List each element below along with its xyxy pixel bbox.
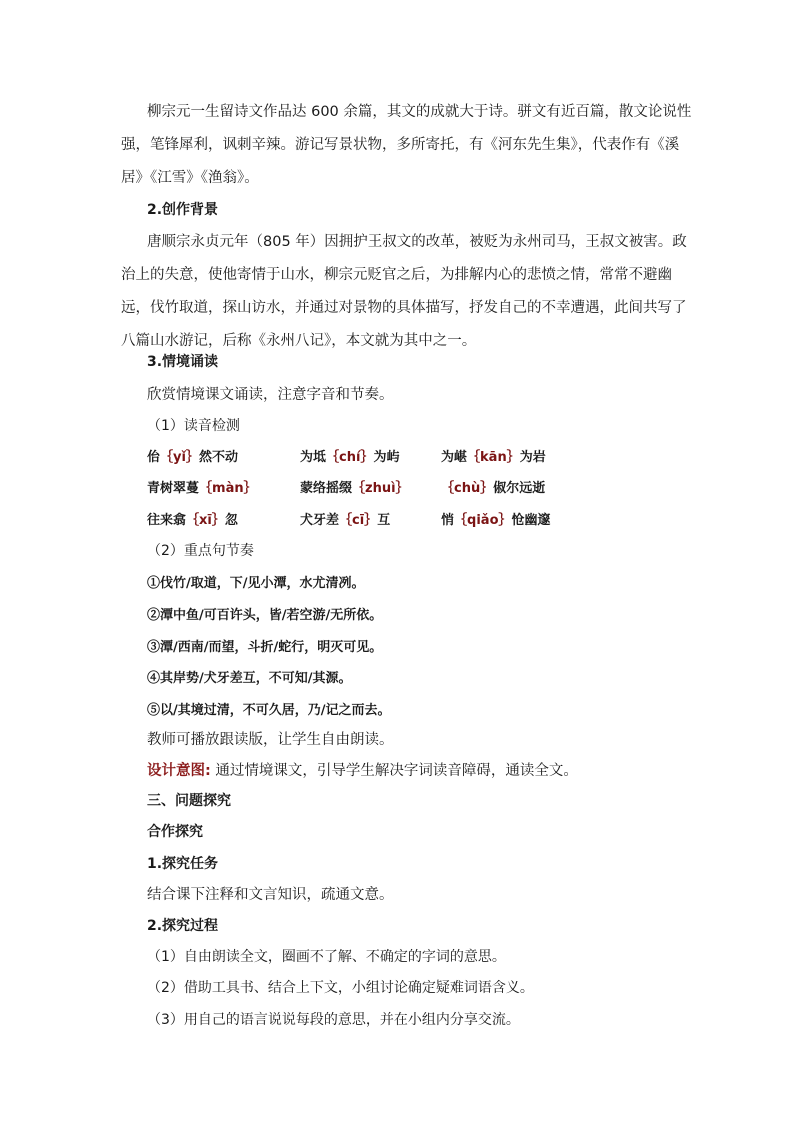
- process-step: （2）借助工具书、结合上下文，小组讨论确定疑难词语含义。: [147, 980, 534, 996]
- rhythm-sentence: ⑤以/其境过清，不可久居，乃/记之而去。: [147, 703, 391, 718]
- reading-item: 为嵁｛kān｝为岩: [441, 450, 546, 465]
- pronunciation-check-label: （1）读音检测: [147, 418, 240, 434]
- reading-item: 青树翠蔓｛màn｝: [147, 481, 257, 496]
- section-heading-background: 2.创作背景: [147, 202, 219, 218]
- reading-item: 佁｛yǐ｝然不动: [147, 450, 238, 465]
- reading-intro: 欣赏情境课文诵读，注意字音和节奏。: [147, 387, 394, 403]
- background-line-1: 唐顺宗永贞元年（805 年）因拥护王叔文的改革，被贬为永州司马，王叔文被害。政: [147, 234, 687, 250]
- rhythm-sentence: ④其岸势/犬牙差互，不可知/其源。: [147, 671, 352, 686]
- design-intent-label: 设计意图:: [147, 763, 211, 779]
- reading-item: 犬牙差｛cī｝互: [300, 513, 391, 528]
- rhythm-sentence: ②潭中鱼/可百许头，皆/若空游/无所依。: [147, 608, 383, 623]
- reading-item: ｛chù｝俶尔远逝: [441, 481, 546, 496]
- task-heading: 1.探究任务: [147, 856, 219, 872]
- reading-item: 为坻｛chí｝为屿: [300, 450, 400, 465]
- rhythm-sentence: ①伐竹/取道，下/见小潭，水尤清冽。: [147, 576, 365, 591]
- intro-line-2: 强，笔锋犀利，讽刺辛辣。游记写景状物，多所寄托，有《河东先生集》，代表作有《溪: [121, 137, 680, 153]
- reading-item: 往来翕｛xī｝忽: [147, 513, 238, 528]
- intro-line-3: 居》《江雪》《渔翁》。: [121, 170, 259, 186]
- background-line-2: 治上的失意，使他寄情于山水，柳宗元贬官之后，为排解内心的悲愤之情，常常不避幽: [121, 267, 672, 283]
- rhythm-sentence: ③潭/西南/而望，斗折/蛇行，明灭可见。: [147, 640, 383, 655]
- process-step: （3）用自己的语言说说每段的意思，并在小组内分享交流。: [147, 1012, 520, 1028]
- reading-item: 悄｛qiǎo｝怆幽邃: [441, 513, 551, 528]
- task-text: 结合课下注释和文言知识，疏通文意。: [147, 887, 394, 903]
- background-line-3: 远，伐竹取道，探山访水，并通过对景物的具体描写，抒发自己的不幸遭遇，此间共写了: [121, 300, 687, 316]
- process-step: （1）自由朗读全文，圈画不了解、不确定的字词的意思。: [147, 949, 506, 965]
- design-intent-text: 通过情境课文，引导学生解决字词读音障碍，通读全文。: [210, 763, 578, 779]
- intro-line-1: 柳宗元一生留诗文作品达 600 余篇，其文的成就大于诗。骈文有近百篇，散文论说性: [147, 104, 692, 120]
- subheading-cooperative: 合作探究: [147, 824, 203, 840]
- section-heading-reading: 3.情境诵读: [147, 354, 219, 370]
- design-intent: [147, 761, 578, 781]
- teacher-note: 教师可播放跟读版，让学生自由朗读。: [147, 732, 394, 748]
- part-heading-inquiry: 三、问题探究: [147, 793, 231, 809]
- background-line-4: 八篇山水游记，后称《永州八记》，本文就为其中之一。: [121, 333, 477, 349]
- rhythm-label: （2）重点句节奏: [147, 543, 254, 559]
- process-heading: 2.探究过程: [147, 918, 219, 934]
- reading-item: 蒙络摇缀｛zhuì｝: [300, 481, 409, 496]
